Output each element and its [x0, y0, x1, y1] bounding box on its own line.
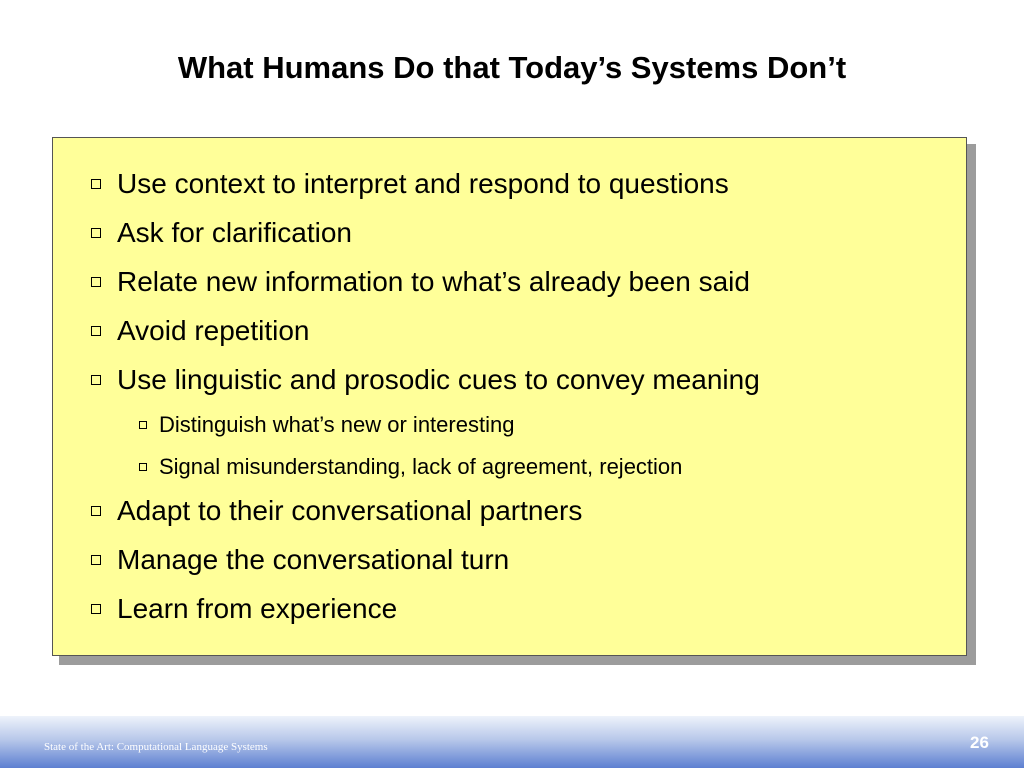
bullet-text: Use context to interpret and respond to questions [117, 168, 729, 199]
bullet-text: Ask for clarification [117, 217, 352, 248]
bullet-item [91, 593, 397, 625]
bullet-text: Learn from experience [117, 593, 398, 624]
bullet-text: Adapt to their conversational partners [117, 495, 583, 526]
bullet-item [91, 495, 582, 527]
square-bullet-icon [139, 421, 147, 429]
square-bullet-icon [91, 179, 101, 189]
sub-bullet-text: Signal misunderstanding, lack of agreement, rejection [159, 454, 683, 479]
square-bullet-icon [91, 604, 101, 614]
bullet-item [91, 266, 750, 298]
page-number: 26 [970, 733, 989, 752]
content-box [52, 137, 967, 656]
bullet-text: Manage the conversational turn [117, 544, 510, 575]
bullet-item [91, 544, 509, 576]
footer-text: State of the Art: Computational Language Systems [44, 741, 268, 753]
bullet-item [91, 364, 760, 396]
bullet-item [91, 168, 729, 200]
sub-bullet-item [139, 454, 682, 480]
square-bullet-icon [91, 326, 101, 336]
square-bullet-icon [91, 555, 101, 565]
square-bullet-icon [91, 375, 101, 385]
sub-bullet-text: Distinguish what’s new or interesting [159, 412, 515, 437]
square-bullet-icon [91, 277, 101, 287]
square-bullet-icon [91, 228, 101, 238]
bullet-list [53, 138, 966, 655]
bullet-text: Relate new information to what’s already been said [117, 266, 750, 297]
bullet-text: Use linguistic and prosodic cues to convey meaning [117, 364, 760, 395]
slide-title: What Humans Do that Today’s Systems Don’t [177, 50, 847, 85]
bullet-item [91, 315, 310, 347]
bullet-item [91, 217, 352, 249]
square-bullet-icon [91, 506, 101, 516]
sub-bullet-item [139, 412, 514, 438]
bullet-text: Avoid repetition [117, 315, 310, 346]
square-bullet-icon [139, 463, 147, 471]
